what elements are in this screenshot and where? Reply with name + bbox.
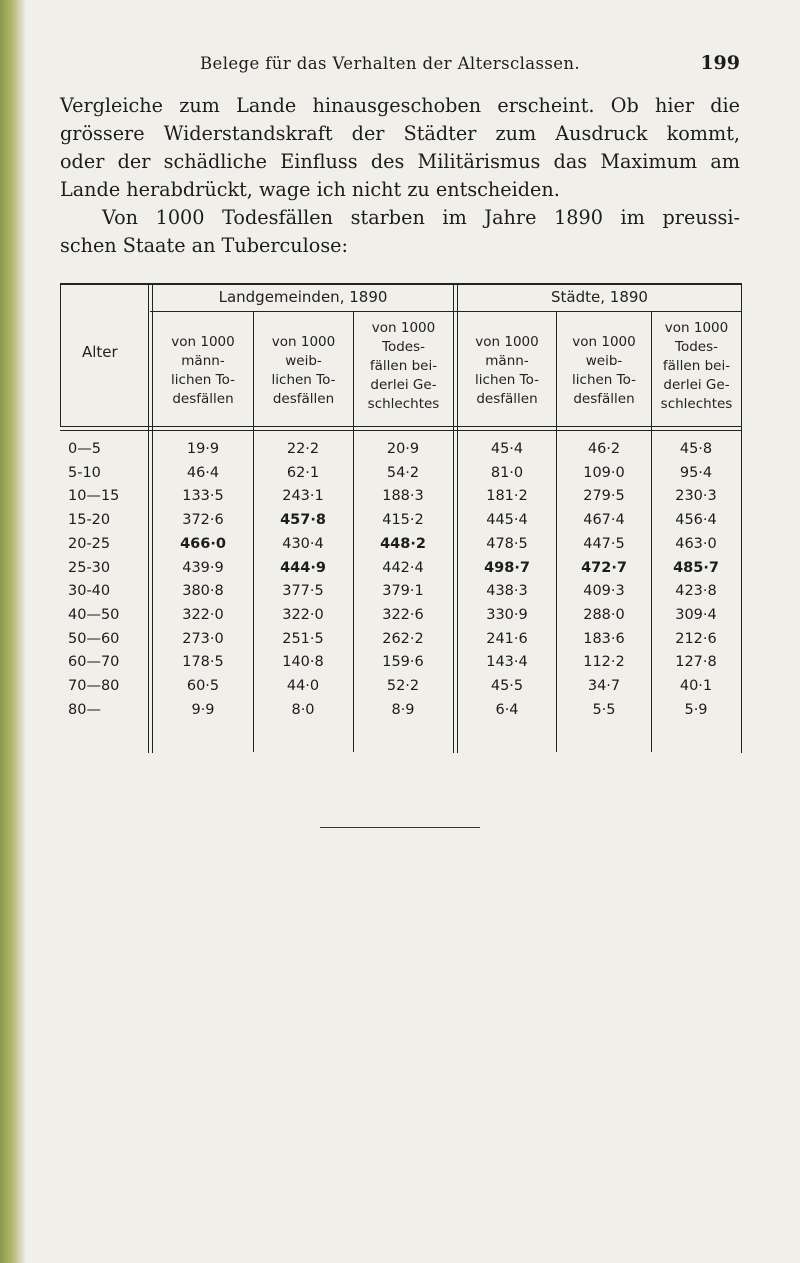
value-cell: 159·6 — [382, 654, 424, 671]
value-cell: 251·5 — [282, 630, 324, 647]
value-cell: 6·4 — [495, 701, 519, 718]
age-cell: 70—80 — [68, 678, 120, 694]
paragraph-line: oder der schädliche Einfluss des Militärismus das Maximum am — [60, 150, 740, 173]
age-cell: 40—50 — [68, 606, 120, 623]
value-cell: 442·4 — [382, 559, 424, 576]
value-cell: 377·5 — [282, 583, 324, 600]
value-cell: 478·5 — [486, 535, 528, 552]
value-cell: 52·2 — [386, 678, 420, 694]
value-cell: 45·8 — [679, 441, 713, 457]
value-cell: 444·9 — [280, 559, 326, 576]
value-cell: 467·4 — [583, 512, 625, 529]
paragraph-line: schen Staate an Tuberculose: — [60, 234, 348, 257]
value-cell: 9·9 — [191, 701, 215, 718]
value-cell: 448·2 — [380, 535, 426, 552]
value-cell: 415·2 — [382, 512, 424, 529]
running-head-title: Belege für das Verhalten der Altersclassen. — [200, 54, 581, 73]
running-head — [60, 54, 740, 78]
age-cell: 20-25 — [68, 535, 111, 552]
header-rural-female: von 1000 weib- lichen To- desfällen — [271, 334, 336, 407]
value-cell: 5·9 — [684, 701, 708, 718]
age-cell: 5-10 — [68, 464, 101, 481]
value-cell: 5·5 — [592, 701, 616, 718]
value-cell: 62·1 — [286, 464, 320, 481]
value-cell: 34·7 — [587, 678, 621, 694]
value-cell: 445·4 — [486, 512, 528, 529]
value-cell: 409·3 — [583, 583, 625, 600]
paragraph-2 — [60, 204, 740, 260]
value-cell: 127·8 — [675, 654, 717, 671]
header-rural-male: von 1000 männ- lichen To- desfällen — [171, 334, 235, 407]
value-cell: 181·2 — [486, 488, 528, 505]
value-cell: 109·0 — [583, 464, 625, 481]
table-row — [60, 607, 742, 630]
age-column-header: Alter — [82, 343, 118, 361]
table-row — [60, 441, 742, 464]
table-row — [60, 654, 742, 677]
value-cell: 22·2 — [286, 441, 320, 457]
value-cell: 212·6 — [675, 630, 717, 647]
value-cell: 322·0 — [282, 606, 324, 623]
value-cell: 322·0 — [182, 606, 224, 623]
paragraph-line: grössere Widerstandskraft der Städter zum Ausdruck kommt, — [60, 122, 740, 145]
table-row — [60, 560, 742, 583]
value-cell: 430·4 — [282, 535, 324, 552]
age-cell: 50—60 — [68, 630, 120, 647]
value-cell: 45·5 — [490, 678, 524, 694]
value-cell: 438·3 — [486, 583, 528, 600]
age-cell: 15-20 — [68, 512, 111, 529]
value-cell: 40·1 — [679, 678, 713, 694]
value-cell: 309·4 — [675, 606, 717, 623]
age-cell: 30-40 — [68, 583, 111, 600]
table-row — [60, 512, 742, 535]
value-cell: 273·0 — [182, 630, 224, 647]
page-spine-shadow — [0, 0, 26, 1263]
paragraph-line: Lande herabdrückt, wage ich nicht zu entscheiden. — [60, 178, 560, 201]
value-cell: 379·1 — [382, 583, 424, 600]
table-row — [60, 536, 742, 559]
value-cell: 322·6 — [382, 606, 424, 623]
value-cell: 485·7 — [673, 559, 719, 576]
value-cell: 46·2 — [587, 441, 621, 457]
table-row — [60, 488, 742, 511]
urban-group-header: Städte, 1890 — [551, 288, 648, 306]
value-cell: 81·0 — [490, 464, 524, 481]
header-urban-both: von 1000 Todes- fällen bei- derlei Ge- schlechtes — [660, 320, 733, 412]
table-row — [60, 465, 742, 488]
value-cell: 140·8 — [282, 654, 324, 671]
closing-rule — [320, 827, 480, 828]
header-urban-male: von 1000 männ- lichen To- desfällen — [475, 334, 539, 407]
value-cell: 143·4 — [486, 654, 528, 671]
value-cell: 178·5 — [182, 654, 224, 671]
value-cell: 241·6 — [486, 630, 528, 647]
page-number: 199 — [700, 52, 740, 74]
value-cell: 447·5 — [583, 535, 625, 552]
header-rural-both: von 1000 Todes- fällen bei- derlei Ge- schlechtes — [367, 320, 440, 412]
value-cell: 463·0 — [675, 535, 717, 552]
value-cell: 243·1 — [282, 488, 324, 505]
value-cell: 456·4 — [675, 512, 717, 529]
value-cell: 498·7 — [484, 559, 530, 576]
age-cell: 80— — [68, 701, 101, 718]
value-cell: 8·0 — [291, 701, 315, 718]
value-cell: 423·8 — [675, 583, 717, 600]
paragraph-1 — [60, 92, 740, 204]
value-cell: 19·9 — [186, 441, 220, 457]
value-cell: 8·9 — [391, 701, 415, 718]
value-cell: 457·8 — [280, 512, 326, 529]
value-cell: 230·3 — [675, 488, 717, 505]
age-cell: 0—5 — [68, 441, 101, 457]
value-cell: 112·2 — [583, 654, 625, 671]
value-cell: 466·0 — [180, 535, 226, 552]
value-cell: 46·4 — [186, 464, 220, 481]
value-cell: 372·6 — [182, 512, 224, 529]
value-cell: 288·0 — [583, 606, 625, 623]
value-cell: 20·9 — [386, 441, 420, 457]
value-cell: 95·4 — [679, 464, 713, 481]
header-urban-female: von 1000 weib- lichen To- desfällen — [572, 334, 636, 407]
table-row — [60, 631, 742, 654]
table-row — [60, 583, 742, 606]
value-cell: 45·4 — [490, 441, 524, 457]
tuberculosis-table — [60, 283, 742, 753]
value-cell: 60·5 — [186, 678, 220, 694]
value-cell: 133·5 — [182, 488, 224, 505]
value-cell: 330·9 — [486, 606, 528, 623]
paragraph-line: Vergleiche zum Lande hinausgeschoben erscheint. Ob hier die — [60, 94, 740, 117]
value-cell: 54·2 — [386, 464, 420, 481]
age-cell: 25-30 — [68, 559, 111, 576]
age-cell: 10—15 — [68, 488, 120, 505]
value-cell: 44·0 — [286, 678, 320, 694]
table-row — [60, 678, 742, 701]
value-cell: 188·3 — [382, 488, 424, 505]
value-cell: 279·5 — [583, 488, 625, 505]
value-cell: 380·8 — [182, 583, 224, 600]
value-cell: 472·7 — [581, 559, 627, 576]
table-row — [60, 702, 742, 725]
value-cell: 439·9 — [182, 559, 224, 576]
value-cell: 262·2 — [382, 630, 424, 647]
paragraph-line: Von 1000 Todesfällen starben im Jahre 1890 im preussi- — [102, 206, 740, 229]
age-cell: 60—70 — [68, 654, 120, 671]
value-cell: 183·6 — [583, 630, 625, 647]
rural-group-header: Landgemeinden, 1890 — [218, 288, 388, 306]
